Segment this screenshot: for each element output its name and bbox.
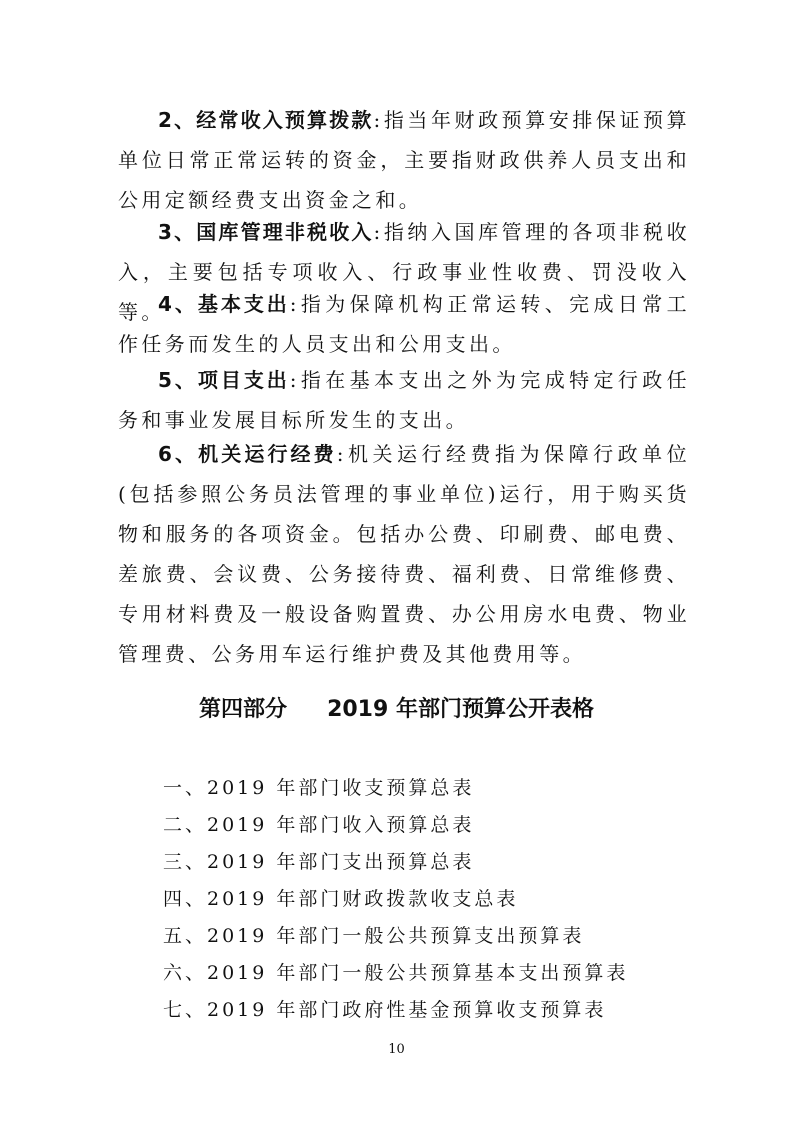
definition-text: 指纳入国库管理的各项非税收入，主要包括专项收入、行政事业性收费、罚没收入等。 <box>118 220 690 324</box>
table-list <box>163 770 628 1029</box>
list-item: 三、2019 年部门支出预算总表 <box>163 851 475 873</box>
definition-paragraph <box>118 284 690 364</box>
definition-text: 指当年财政预算安排保证预算单位日常正常运转的资金，主要指财政供养人员支出和公用定额经费支出资金之和。 <box>118 108 690 212</box>
definition-text: 指为保障机构正常运转、完成日常工作任务而发生的人员支出和公用支出。 <box>118 292 690 356</box>
definition-term: 4、基本支出 <box>158 292 290 316</box>
section-part: 第四部分 <box>199 697 288 722</box>
list-item: 五、2019 年部门一般公共预算支出预算表 <box>163 925 585 947</box>
definition-separator: : <box>373 220 384 244</box>
definition-text: 指在基本支出之外为完成特定行政任务和事业发展目标所发生的支出。 <box>118 368 690 432</box>
list-item: 四、2019 年部门财政拨款收支总表 <box>163 888 519 910</box>
definition-paragraph <box>118 360 690 440</box>
definition-separator: : <box>289 292 300 316</box>
definition-separator: : <box>373 108 384 132</box>
definition-paragraph <box>118 100 690 220</box>
definition-term: 6、机关运行经费 <box>158 442 337 466</box>
list-item: 七、2019 年部门政府性基金预算收支预算表 <box>163 999 607 1021</box>
section-title: 2019 年部门预算公开表格 <box>327 697 594 722</box>
definition-separator: : <box>336 442 347 466</box>
definition-term: 5、项目支出 <box>158 368 290 392</box>
definition-term: 3、国库管理非税收入 <box>158 220 374 244</box>
definition-paragraph <box>118 434 690 674</box>
definition-term: 2、经常收入预算拨款 <box>158 108 374 132</box>
page-number: 10 <box>388 1042 405 1057</box>
definition-text: 机关运行经费指为保障行政单位(包括参照公务员法管理的事业单位)运行，用于购买货物和服务的各项资金。包括办公费、印刷费、邮电费、差旅费、会议费、公务接待费、福利费、日常维修费、专用材料费及一般设备购置费、办公用房水电费、物业管理费、公务用车运行维护费及其他费用等。 <box>118 442 690 666</box>
list-item: 二、2019 年部门收入预算总表 <box>163 814 475 836</box>
section-heading <box>0 690 793 730</box>
definition-separator: : <box>289 368 300 392</box>
list-item: 一、2019 年部门收支预算总表 <box>163 777 475 799</box>
list-item: 六、2019 年部门一般公共预算基本支出预算表 <box>163 962 629 984</box>
